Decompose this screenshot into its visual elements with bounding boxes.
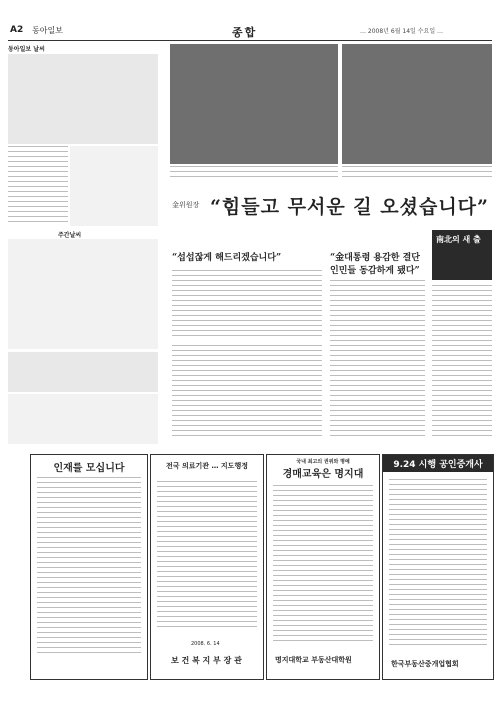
ad-auction-footer: 명지대학교 부동산대학원 (275, 656, 352, 664)
weather-column (8, 44, 158, 446)
photo-left-caption (170, 166, 338, 180)
ad-recruit-title: 인재를 모십니다 (53, 463, 125, 474)
ad-broker (382, 454, 494, 680)
ad-broker-body (389, 479, 487, 649)
weekly-weather-label: 주간날씨 (58, 232, 82, 239)
photo-right (342, 44, 492, 164)
world-weather-table (8, 394, 158, 444)
section-title: 종합 (232, 26, 258, 39)
ad-auction (266, 454, 380, 680)
book-title: 南北의 새 출 (436, 235, 481, 244)
ad-auction-subtitle: 국내 최고의 권위와 명예 (296, 459, 350, 465)
weather-title: 동아일보 날씨 (8, 46, 45, 53)
main-headline: “힘들고 무서운 길 오셨습니다” (210, 196, 489, 218)
article-1-body (172, 270, 322, 340)
ad-broker-footer: 한국부동산중개업협회 (391, 660, 459, 668)
weekly-weather-grid (8, 239, 158, 349)
issue-date: … 2008년 6월 14일 수요일 … (360, 28, 444, 35)
sidebar-body (432, 285, 492, 440)
ad-recruit (30, 454, 148, 680)
article-1-headline: “섭섭잖게 해드리겠습니다” (172, 253, 282, 263)
ad-health-title: 전국 의료기관 … 지도행정 (166, 462, 248, 470)
page-number: A2 (10, 25, 24, 35)
ad-broker-title: 9.24 시행 공인중개사 (383, 455, 493, 472)
page-header (0, 0, 500, 40)
article-2-body (330, 280, 425, 440)
photo-left (170, 44, 338, 164)
ad-health-body (157, 481, 257, 631)
book-cover (432, 230, 492, 280)
headline-kicker: 金위원장 (172, 201, 200, 209)
ad-auction-title: 경매교육은 명지대 (282, 469, 364, 480)
ad-health-footer: 보 건 복 지 부 장 관 (171, 656, 242, 665)
weather-map (8, 54, 158, 144)
article-2-headline: “金대통령 용감한 결단 인민들 동감하게 됐다” (330, 253, 420, 276)
world-weather-map (8, 352, 158, 392)
paper-name: 동아일보 (32, 26, 63, 35)
weather-text (8, 146, 68, 226)
header-rule (8, 40, 492, 41)
photo-right-caption (342, 166, 492, 180)
ad-recruit-body (37, 477, 141, 657)
ad-health (150, 454, 264, 680)
ad-auction-body (273, 485, 373, 645)
ad-health-date: 2008. 6. 14 (191, 641, 220, 647)
article-1-body-2 (172, 345, 322, 440)
weather-table (70, 146, 158, 226)
